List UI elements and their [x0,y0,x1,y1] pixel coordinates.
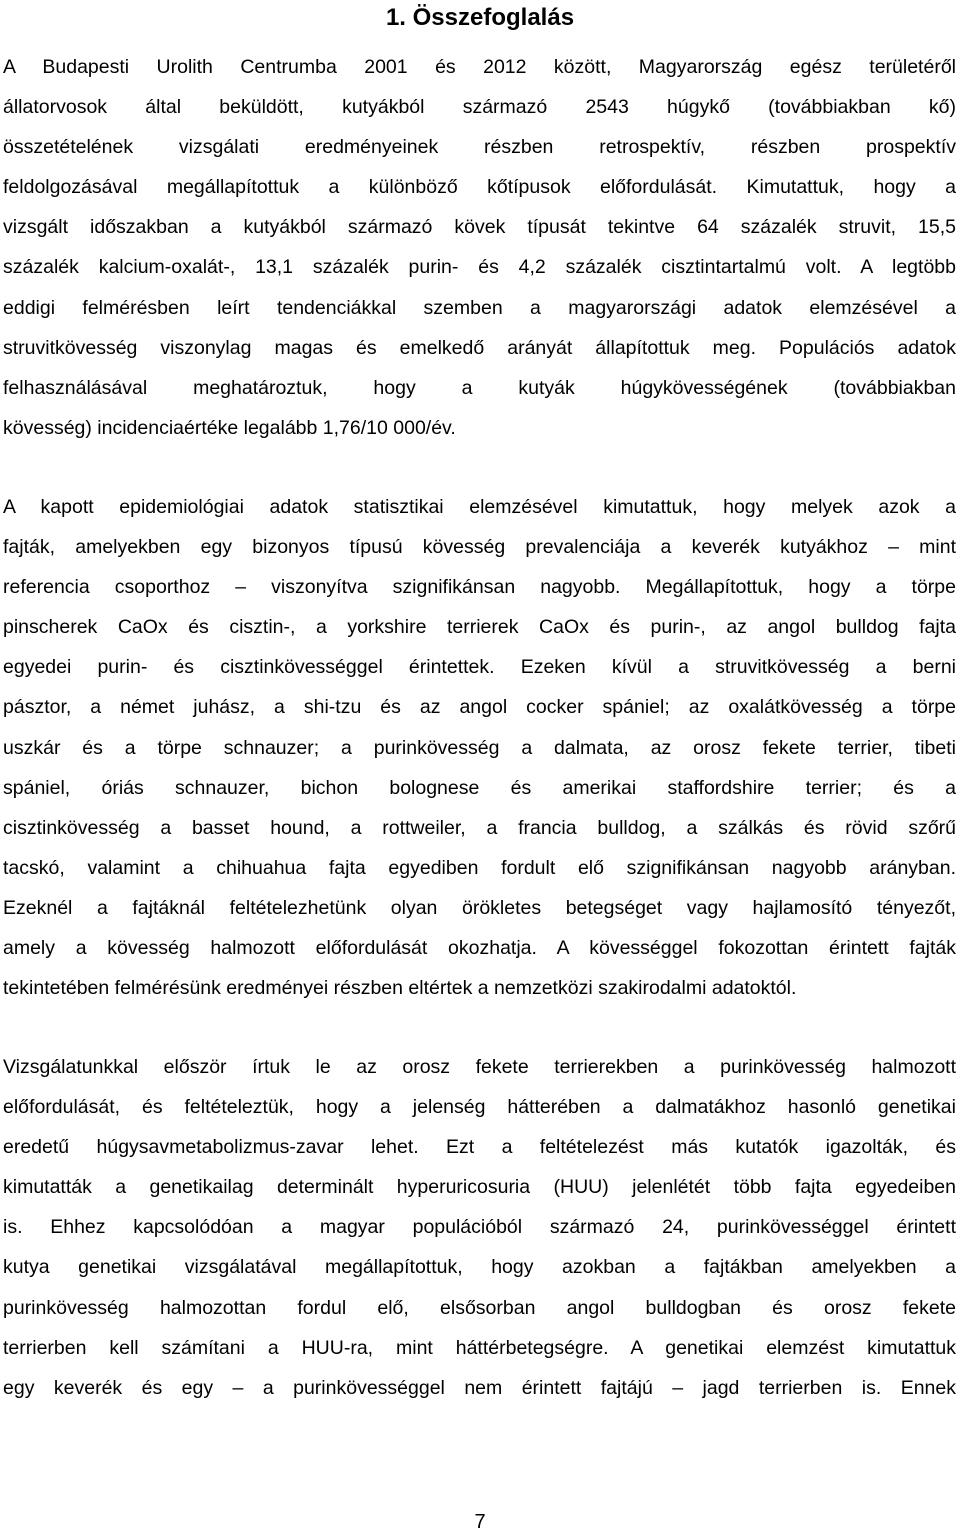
text-line: feldolgozásával megállapítottuk a különböző kőtípusok előfordulását. Kimutattuk, hogy a [3,176,956,199]
text-line: spániel, óriás schnauzer, bichon bolognese és amerikai staffordshire terrier; és a [3,776,956,799]
paragraph [3,1047,956,1408]
text-line: állatorvosok által beküldött, kutyákból származó 2543 húgykő (továbbiakban kő) [3,96,956,119]
text-line: kutya genetikai vizsgálatával megállapítottuk, hogy azokban a fajtákban amelyekben a [3,1256,956,1279]
text-line: eredetű húgysavmetabolizmus-zavar lehet. Ezt a feltételezést más kutatók igazolták, és [3,1136,956,1159]
text-line: kövesség) incidenciaértéke legalább 1,76/10 000/év. [3,416,456,439]
paragraph [3,487,956,1008]
text-line: összetételének vizsgálati eredményeinek részben retrospektív, részben prospektív [3,136,956,159]
text-line: egyedei purin- és cisztinkövességgel érintettek. Ezeken kívül a struvitkövesség a berni [3,656,956,679]
text-line: felhasználásával meghatároztuk, hogy a kutyák húgykövességének (továbbiakban [3,376,956,399]
text-line: cisztinkövesség a basset hound, a rottweiler, a francia bulldog, a szálkás és rövid szőrű [3,816,956,839]
text-line: pásztor, a német juhász, a shi-tzu és az angol cocker spániel; az oxalátkövesség a törpe [3,696,956,719]
text-line: struvitkövesség viszonylag magas és emelkedő arányát állapítottuk meg. Populációs adatok [3,336,956,359]
page-number: 7 [474,1511,486,1533]
text-line: A kapott epidemiológiai adatok statisztikai elemzésével kimutattuk, hogy melyek azok a [3,496,956,518]
text-line: fajták, amelyekben egy bizonyos típusú kövesség prevalenciája a keverék kutyákhoz – mint [3,536,956,559]
text-line: vizsgált időszakban a kutyákból származó kövek típusát tekintve 64 százalék struvit, 15,5 [3,216,956,239]
text-line: tacskó, valamint a chihuahua fajta egyediben fordult elő szignifikánsan nagyobb arányban. [3,856,956,879]
text-line: kimutatták a genetikailag determinált hyperuricosuria (HUU) jelenlétét több fajta egyedeiben [3,1176,956,1199]
text-line: amely a kövesség halmozott előfordulását okozhatja. A kövességgel fokozottan érintett fajták [3,937,956,960]
text-line: egy keverék és egy – a purinkövességgel nem érintett fajtájú – jagd terrierben is. Ennek [3,1376,956,1399]
text-line: A Budapesti Urolith Centrumba 2001 és 2012 között, Magyarország egész területéről [3,56,956,78]
page-heading: 1. Összefoglalás [385,4,575,31]
text-line: purinkövesség halmozottan fordul elő, elsősorban angol bulldogban és orosz fekete [3,1296,956,1319]
text-line: Vizsgálatunkkal először írtuk le az orosz fekete terrierekben a purinkövesség halmozott [3,1056,956,1078]
text-line: százalék kalcium-oxalát-, 13,1 százalék purin- és 4,2 százalék cisztintartalmú volt. A legtöbb [3,256,956,279]
text-line: pinscherek CaOx és cisztin-, a yorkshire terrierek CaOx és purin-, az angol bulldog fajta [3,616,956,639]
text-line: előfordulását, és feltételeztük, hogy a jelenség hátterében a dalmatákhoz hasonló genetikai [3,1096,956,1119]
text-line: terrierben kell számítani a HUU-ra, mint háttérbetegségre. A genetikai elemzést kimutattuk [3,1336,956,1359]
text-line: is. Ehhez kapcsolódóan a magyar populációból származó 24, purinkövességgel érintett [3,1216,956,1239]
text-line: uszkár és a törpe schnauzer; a purinkövesség a dalmata, az orosz fekete terrier, tibeti [3,736,956,759]
text-line: Ezeknél a fajtáknál feltételezhetünk olyan örökletes betegséget vagy hajlamosító tényezőt, [3,896,956,919]
text-line: eddigi felmérésben leírt tendenciákkal szemben a magyarországi adatok elemzésével a [3,296,956,319]
paragraph [3,47,956,448]
text-line: referencia csoporthoz – viszonyítva szignifikánsan nagyobb. Megállapítottuk, hogy a törpe [3,576,956,599]
text-line: tekintetében felmérésünk eredményei részben eltértek a nemzetközi szakirodalmi adatoktól. [3,977,797,1000]
